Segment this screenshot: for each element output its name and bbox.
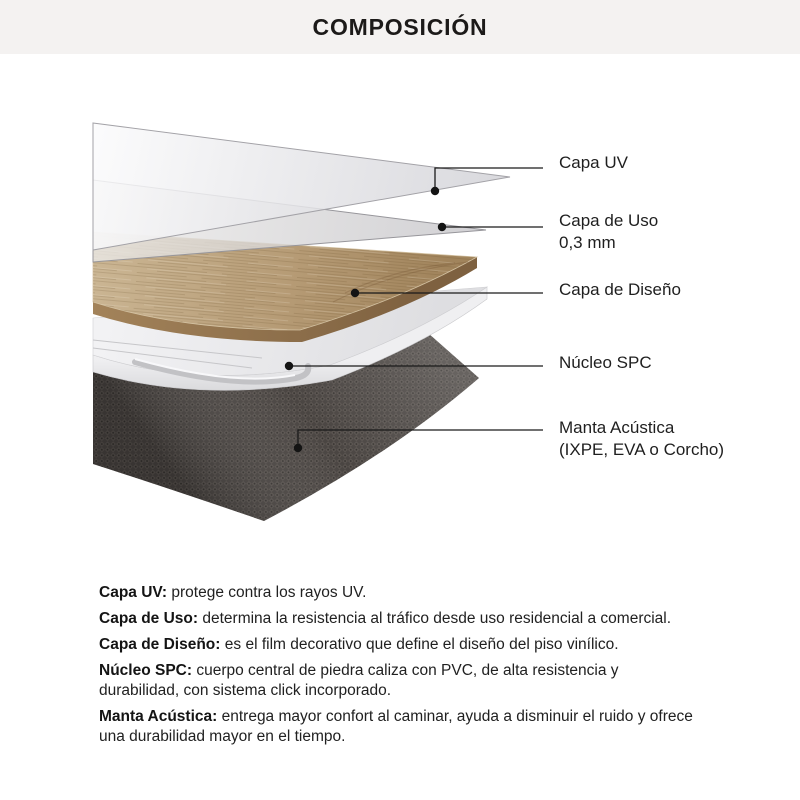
description-nucleo-spc [99, 661, 699, 701]
label-manta-acustica [559, 417, 724, 461]
description-capa-uv [99, 583, 699, 603]
marker-dot-nucleo-spc [285, 362, 293, 370]
description-term: Capa de Uso: [99, 610, 199, 627]
label-capa-de-diseno-text: Capa de Diseño [559, 280, 681, 299]
marker-dot-capa-uv [431, 187, 439, 195]
description-text: entrega mayor confort al caminar, ayuda a disminuir el ruido y ofrece una durabilidad mayor en el tiempo. [99, 708, 693, 745]
description-manta-acustica [99, 707, 699, 747]
label-capa-uv [559, 152, 628, 174]
description-text: es el film decorativo que define el diseño del piso vinílico. [224, 636, 619, 653]
marker-dot-capa-de-uso [438, 223, 446, 231]
label-capa-de-uso-subtext: 0,3 mm [559, 233, 616, 252]
description-text: protege contra los rayos UV. [171, 584, 367, 601]
description-text: determina la resistencia al tráfico desde uso residencial a comercial. [202, 610, 672, 627]
descriptions-block [99, 583, 699, 753]
label-capa-de-diseno [559, 279, 681, 301]
description-text: cuerpo central de piedra caliza con PVC, de alta resistencia y durabilidad, con sistema click incorporado. [99, 662, 619, 699]
label-manta-acustica-text: Manta Acústica [559, 418, 675, 437]
label-manta-acustica-subtext: (IXPE, EVA o Corcho) [559, 440, 725, 459]
label-nucleo-spc [559, 352, 652, 374]
description-capa-de-uso [99, 609, 699, 629]
description-capa-de-diseno [99, 635, 699, 655]
description-term: Núcleo SPC: [99, 662, 193, 679]
description-term: Capa de Diseño: [99, 636, 221, 653]
marker-dot-capa-de-diseno [351, 289, 359, 297]
marker-dot-manta-acustica [294, 444, 302, 452]
label-nucleo-spc-text: Núcleo SPC [559, 353, 652, 372]
description-term: Capa UV: [99, 584, 168, 601]
label-capa-de-uso-text: Capa de Uso [559, 211, 659, 230]
label-capa-uv-text: Capa UV [559, 153, 628, 172]
page-title: COMPOSICIÓN [312, 14, 488, 40]
description-term: Manta Acústica: [99, 708, 218, 725]
label-capa-de-uso [559, 210, 658, 254]
